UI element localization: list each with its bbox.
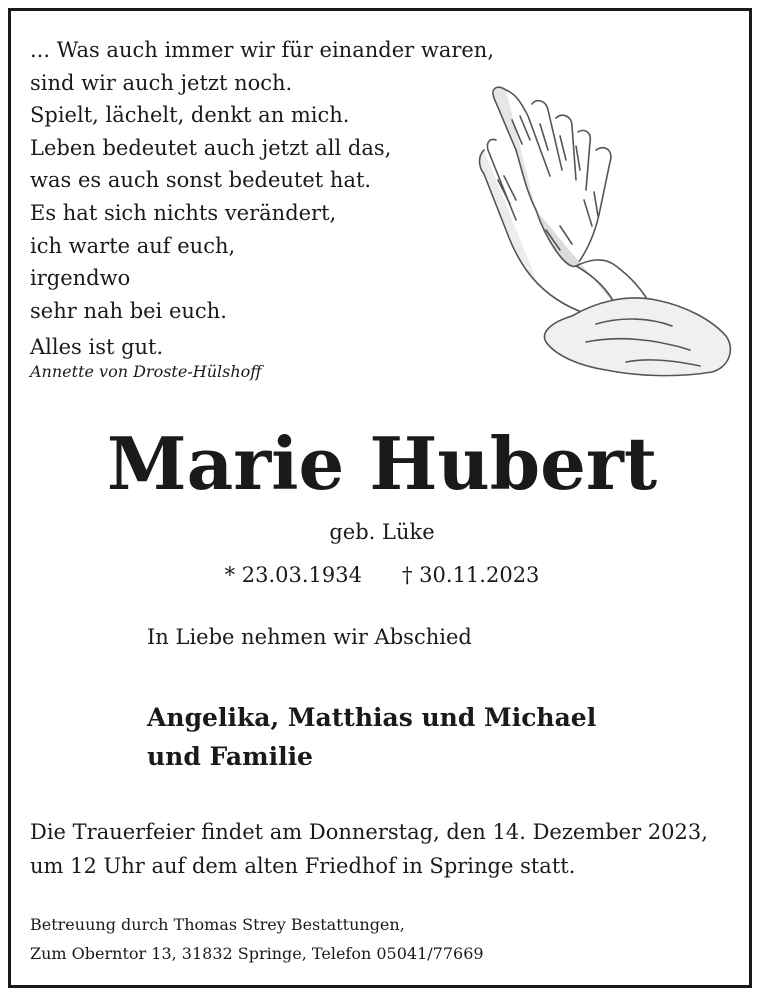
poem-line: ... Was auch immer wir für einander waren,	[30, 38, 494, 62]
poem-line: sind wir auch jetzt noch.	[30, 70, 293, 95]
ceremony-line: Die Trauerfeier findet am Donnerstag, den 14. Dezember 2023,	[30, 820, 708, 844]
poem-line: Leben bedeutet auch jetzt all das,	[30, 135, 392, 160]
farewell-text: In Liebe nehmen wir Abschied	[147, 625, 472, 649]
poem-line: was es auch sonst bedeutet hat.	[30, 168, 372, 193]
praying-hands-icon	[476, 80, 748, 380]
poem-line: sehr nah bei euch.	[30, 298, 227, 323]
poem-line: Spielt, lächelt, denkt an mich.	[30, 103, 350, 128]
poem-line: Alles ist gut.	[30, 335, 164, 360]
undertaker-info	[30, 910, 484, 968]
death-date: † 30.11.2023	[402, 563, 540, 587]
poem-line: Es hat sich nichts verändert,	[30, 200, 337, 225]
mourners-line: Angelika, Matthias und Michael	[147, 703, 597, 732]
mourners-line: und Familie	[147, 742, 313, 771]
mourners	[147, 698, 596, 776]
poem-author: Annette von Droste-Hülshoff	[30, 362, 262, 381]
ceremony-line: um 12 Uhr auf dem alten Friedhof in Springe statt.	[30, 854, 576, 878]
deceased-name: Marie Hubert	[106, 421, 658, 506]
undertaker-line: Betreuung durch Thomas Strey Bestattungen,	[30, 915, 405, 934]
birth-date: * 23.03.1934	[224, 563, 362, 587]
undertaker-line: Zum Oberntor 13, 31832 Springe, Telefon 05041/77669	[30, 944, 484, 963]
life-dates	[0, 563, 764, 587]
poem	[30, 34, 494, 364]
ceremony-info	[30, 815, 708, 883]
poem-line: ich warte auf euch,	[30, 233, 236, 258]
poem-line: irgendwo	[30, 266, 131, 291]
birth-name: geb. Lüke	[329, 520, 435, 544]
